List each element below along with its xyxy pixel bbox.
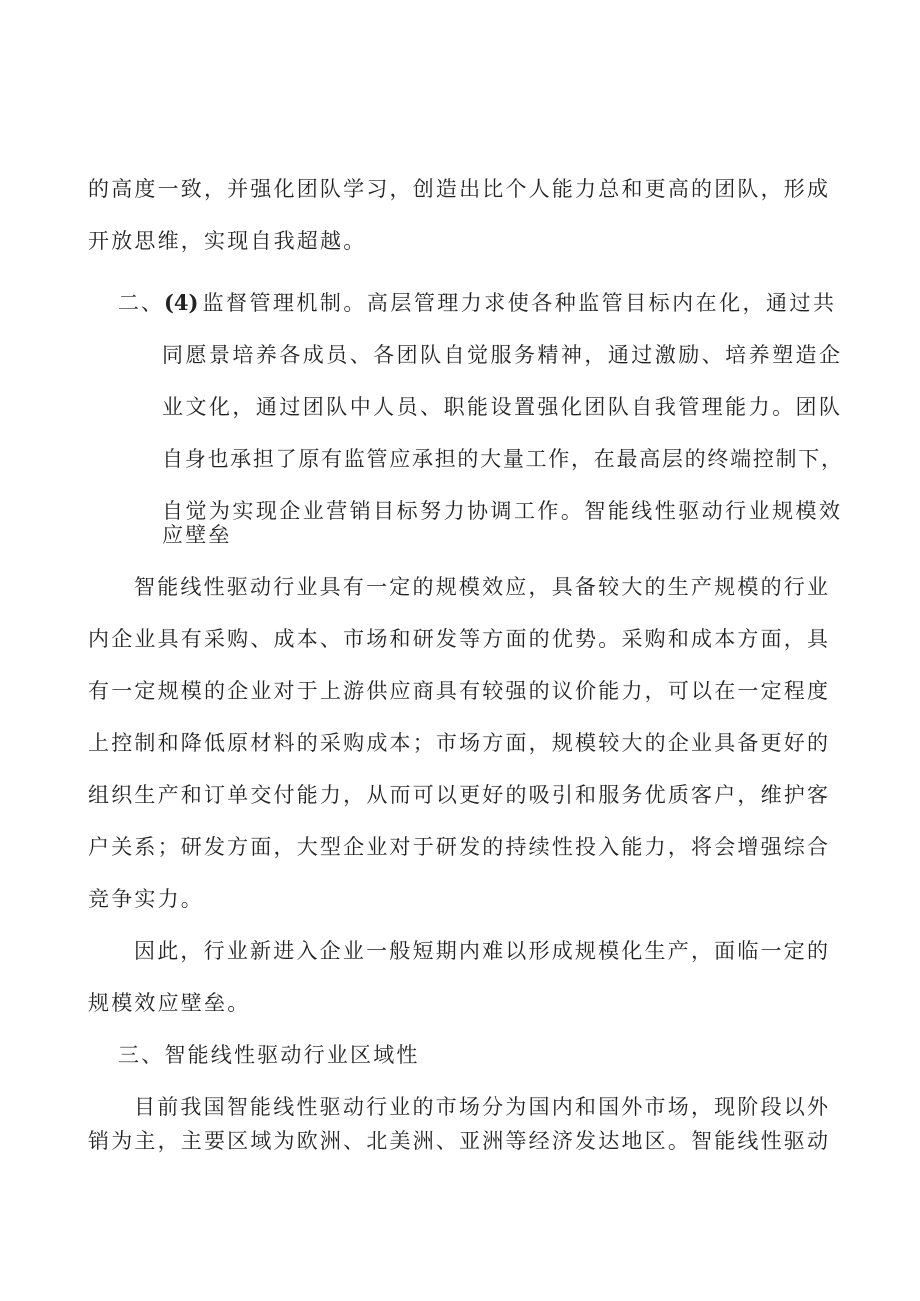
paragraph-line: 的高度一致，并强化团队学习，创造出比个人能力总和更高的团队，形成 — [88, 177, 828, 201]
paragraph-line: 销为主，主要区域为欧洲、北美洲、亚洲等经济发达地区。智能线性驱动 — [88, 1129, 828, 1153]
list-item-line: 业文化，通过团队中人员、职能设置强化团队自我管理能力。团队 — [162, 395, 840, 419]
paragraph-line: 开放思维，实现自我超越。 — [88, 229, 367, 253]
list-item-line: 同愿景培养各成员、各团队自觉服务精神，通过激励、培养塑造企 — [162, 343, 840, 367]
list-item-line: 自身也承担了原有监管应承担的大量工作，在最高层的终端控制下， — [162, 447, 842, 471]
paragraph-line: 竞争实力。 — [88, 887, 204, 911]
paragraph-line: 户关系；研发方面，大型企业对于研发的持续性投入能力，将会增强综合 — [88, 835, 828, 859]
paragraph-line: 因此，行业新进入企业一般短期内难以形成规模化生产，面临一定的 — [134, 939, 828, 963]
paragraph-line: 智能线性驱动行业具有一定的规模效应，具备较大的生产规模的行业 — [134, 575, 828, 599]
list-item-text: 监督管理机制。高层管理力求使各种监管目标内在化，通过共 — [202, 291, 834, 315]
paragraph-line: 有一定规模的企业对于上游供应商具有较强的议价能力，可以在一定程度 — [88, 679, 828, 703]
section-heading: 三、智能线性驱动行业区域性 — [118, 1043, 420, 1067]
paragraph-line: 规模效应壁垒。 — [88, 991, 251, 1015]
paragraph-line: 内企业具有采购、成本、市场和研发等方面的优势。采购和成本方面，具 — [88, 627, 828, 651]
list-number: (4) — [164, 290, 199, 315]
list-prefix: 二、 — [118, 291, 164, 315]
paragraph-line: 组织生产和订单交付能力，从而可以更好的吸引和服务优质客户，维护客 — [88, 783, 828, 807]
list-item-first-line — [118, 290, 834, 316]
list-item-line: 应壁垒 — [162, 523, 232, 547]
paragraph-line: 上控制和降低原材料的采购成本；市场方面，规模较大的企业具备更好的 — [88, 731, 828, 755]
list-item-line: 自觉为实现企业营销目标努力协调工作。智能线性驱动行业规模效 — [162, 499, 840, 523]
paragraph-line: 目前我国智能线性驱动行业的市场分为国内和国外市场，现阶段以外 — [134, 1095, 828, 1119]
